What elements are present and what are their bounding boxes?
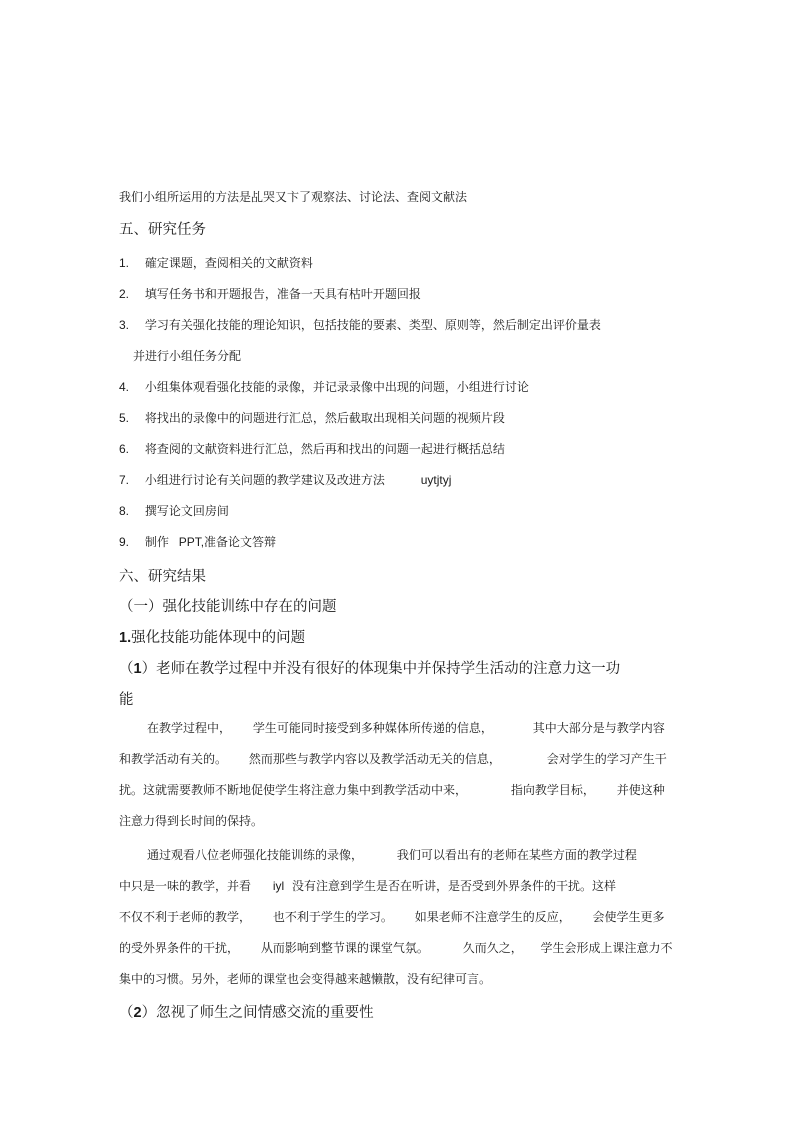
- task-num: 4.: [119, 380, 130, 394]
- text-run: 其中大部分是与教学内容: [532, 721, 665, 735]
- task-text: 確定课题，查阅相关的文献资料: [144, 256, 313, 270]
- text-run: 会使学生更多: [592, 910, 665, 924]
- paragraph-line: [119, 750, 667, 767]
- text-run: 并使这种: [616, 783, 665, 797]
- task-item-8: [119, 502, 229, 519]
- point-text: ）忽视了师生之间情感交流的重要性: [141, 1005, 374, 1021]
- task-item-6: [119, 440, 505, 457]
- heading-num: 1.: [119, 630, 132, 646]
- paragraph-line: [147, 719, 665, 736]
- task-item-5: [119, 409, 505, 426]
- subsubsection-heading: [119, 626, 305, 647]
- method-intro: 我们小组所运用的方法是乩哭又卞了观察法、讨论法、查阅文献法: [119, 190, 468, 204]
- text-run: 通过观看八位老师强化技能训练的录像，: [147, 848, 364, 862]
- task-text: 撰写论文回房间: [144, 504, 229, 518]
- task-extra-text: uytjtyj: [420, 473, 452, 487]
- paragraph-line: [119, 908, 665, 925]
- subsection-heading: （一）强化技能训练中存在的问题: [119, 599, 337, 615]
- task-item-1: [119, 254, 313, 271]
- text-run: 扰。这就需要教师不断地促使学生将注意力集中到教学活动中来，: [119, 783, 468, 797]
- paren: （: [119, 661, 134, 677]
- heading-text: 强化技能功能体现中的问题: [131, 630, 306, 646]
- paren: （: [119, 1005, 134, 1021]
- point-num: 2: [133, 1005, 142, 1021]
- task-num: 3.: [119, 318, 130, 332]
- text-run: 不仅不利于老师的教学，: [119, 910, 252, 924]
- task-num: 8.: [119, 504, 130, 518]
- paragraph-line: 注意力得到长时间的保持。: [119, 814, 264, 828]
- task-item-2: [119, 285, 421, 302]
- paragraph-line: 集中的习惯。另外，老师的课堂也会变得越来越懒散，没有纪律可言。: [119, 972, 492, 986]
- text-run: 没有注意到学生是否在听讲，是否受到外界条件的干扰。这样: [292, 879, 617, 893]
- task-num: 6.: [119, 442, 130, 456]
- paragraph-line: [119, 939, 673, 956]
- paragraph-line: [119, 877, 616, 894]
- task-num: 7.: [119, 473, 130, 487]
- text-run: iyl: [272, 879, 285, 893]
- point-num: 1: [133, 661, 142, 677]
- text-run: 也不利于学生的学习。: [272, 910, 393, 924]
- task-num: 5.: [119, 411, 130, 425]
- task-text: 小组集体观看强化技能的录像，并记录录像中出现的问题，小组进行讨论: [144, 380, 529, 394]
- text-run: 在教学过程中，: [147, 721, 232, 735]
- text-run: 如果老师不注意学生的反应，: [414, 910, 571, 924]
- task-text: 学习有关强化技能的理论知识，包括技能的要素、类型、原则等，然后制定出评价量表: [144, 318, 601, 332]
- paragraph-line: [147, 846, 637, 863]
- task-item-3: [119, 316, 601, 333]
- section6-heading: 六、研究结果: [119, 569, 206, 585]
- text-run: 久而久之，: [462, 941, 523, 955]
- text-run: 学生会形成上课注意力不: [540, 941, 673, 955]
- task-item-4: [119, 378, 529, 395]
- text-run: 然而那些与教学内容以及教学活动无关的信息，: [248, 752, 501, 766]
- task-text: 小组进行讨论有关问题的教学建议及改进方法: [144, 473, 385, 487]
- task-text-ppt: PPT,: [178, 535, 205, 549]
- paragraph-line: [119, 781, 665, 798]
- text-run: 的受外界条件的干扰，: [119, 941, 240, 955]
- point-text: ）老师在教学过程中并没有很好的体现集中并保持学生活动的注意力这一功: [141, 661, 621, 677]
- task-num: 9.: [119, 535, 130, 549]
- task-item-3-continued: 并进行小组任务分配: [133, 349, 242, 363]
- text-run: 中只是一味的教学，并看: [119, 879, 252, 893]
- point1-heading-continued: 能: [119, 692, 134, 708]
- task-text: 将找出的录像中的问题进行汇总，然后截取出现相关问题的视频片段: [144, 411, 505, 425]
- text-run: 会对学生的学习产生干: [546, 752, 667, 766]
- task-num: 1.: [119, 256, 130, 270]
- task-text: 填写任务书和开题报告，准备一天具有枯叶开题回报: [144, 287, 421, 301]
- text-run: 我们可以看出有的老师在某些方面的教学过程: [396, 848, 637, 862]
- point2-heading: [119, 1001, 374, 1022]
- task-item-9: [119, 533, 276, 550]
- task-num: 2.: [119, 287, 130, 301]
- text-run: 指向教学目标，: [510, 783, 595, 797]
- point1-heading: [119, 657, 620, 678]
- text-run: 从而影响到整节课的课堂气氛。: [260, 941, 429, 955]
- task-text: 准备论文答辩: [204, 535, 277, 549]
- text-run: 学生可能同时接受到多种媒体所传递的信息，: [252, 721, 493, 735]
- text-run: 和教学活动有关的。: [119, 752, 228, 766]
- section5-heading: 五、研究任务: [119, 222, 206, 238]
- task-item-7: [119, 471, 451, 488]
- task-text: 将查阅的文献资料进行汇总，然后再和找出的问题一起进行概括总结: [144, 442, 505, 456]
- task-text: 制作: [144, 535, 169, 549]
